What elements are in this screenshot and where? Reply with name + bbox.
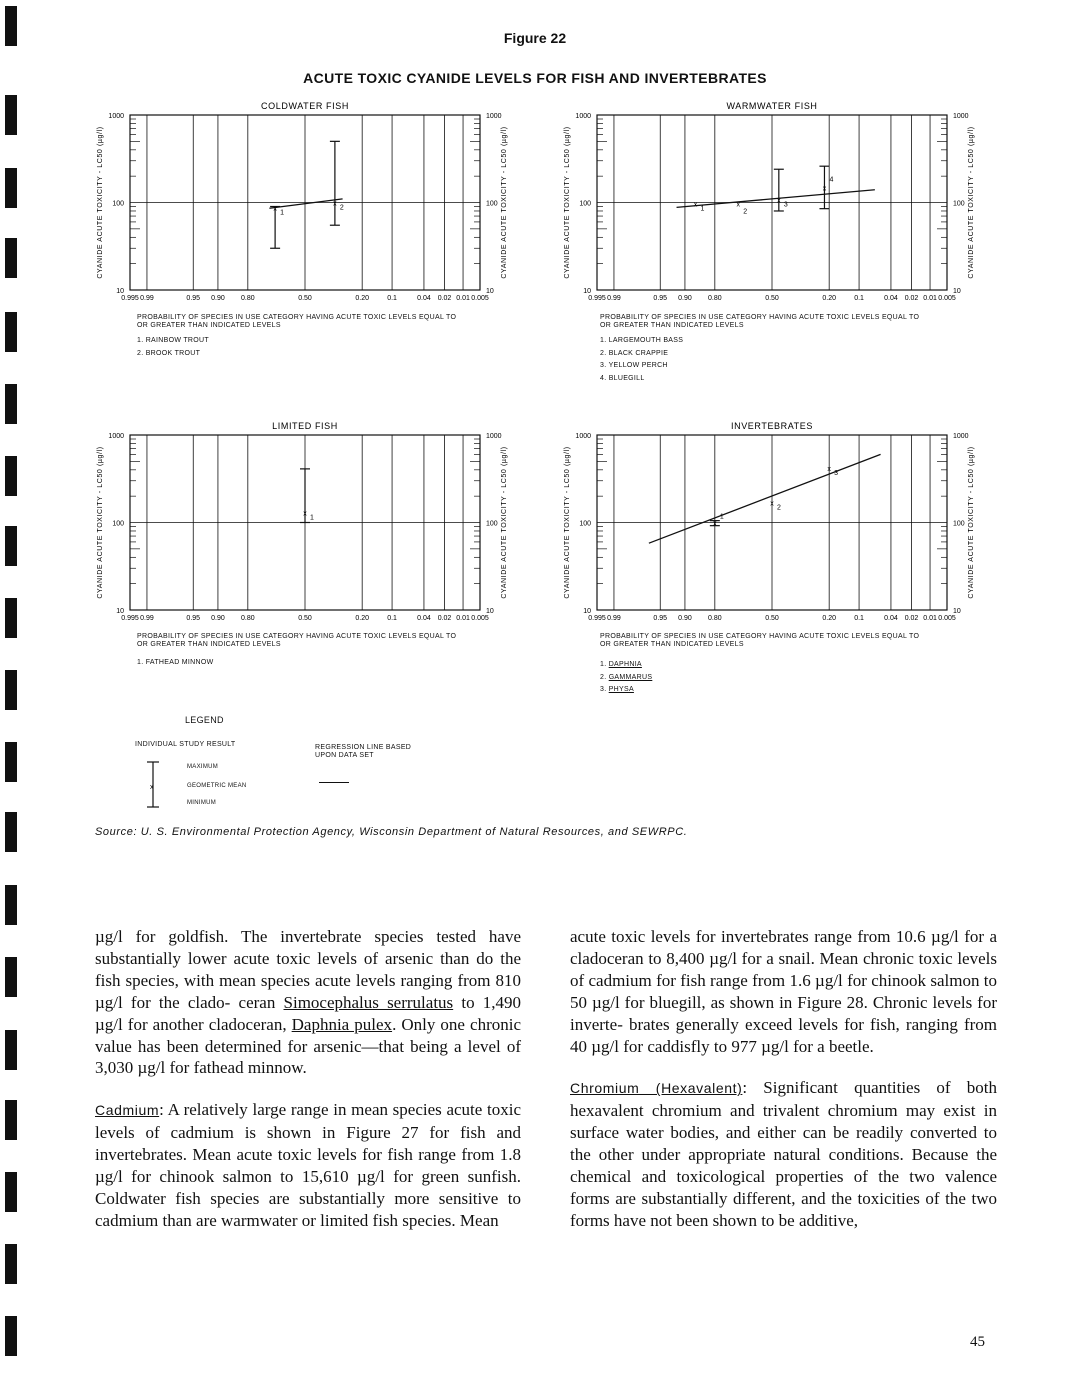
- page-number: 45: [970, 1334, 985, 1350]
- x-caption-limited: PROBABILITY OF SPECIES IN USE CATEGORY HAVING ACUTE TOXIC LEVELS EQUAL TO OR GREATER THAN INDICATED LEVELS: [137, 633, 457, 648]
- x-tick-label: 0.20: [355, 295, 369, 302]
- x-tick-label: 0.99: [607, 295, 621, 302]
- y-axis-label-right: CYANIDE ACUTE TOXICITY - LC50 (µg/l): [968, 126, 975, 279]
- x-tick-label: 0.95: [653, 295, 668, 302]
- y-tick-label-right: 10: [486, 288, 494, 295]
- point-label: 1: [280, 209, 285, 217]
- heading-cadmium: Cadmium: [95, 1102, 160, 1119]
- x-tick-label: 0.01: [456, 615, 470, 622]
- x-tick-label: 0.995: [121, 615, 139, 622]
- mean-marker: x: [827, 465, 831, 473]
- y-tick-label-right: 100: [486, 520, 498, 528]
- x-tick-label: 0.50: [298, 615, 312, 622]
- y-tick-label: 100: [112, 200, 124, 208]
- x-tick-label: 0.995: [121, 295, 139, 302]
- x-tick-label: 0.50: [765, 615, 779, 622]
- x-caption-invertebrates: PROBABILITY OF SPECIES IN USE CATEGORY HAVING ACUTE TOXIC LEVELS EQUAL TO OR GREATER THAN INDICATED LEVELS: [600, 633, 920, 648]
- y-tick-label-right: 10: [953, 288, 961, 295]
- chart-svg: [90, 95, 510, 310]
- x-tick-label: 0.04: [884, 615, 898, 622]
- chart-title: COLDWATER FISH: [261, 101, 349, 111]
- species-list-coldwater: 1. RAINBOW TROUT 2. BROOK TROUT: [137, 337, 209, 357]
- text-column-right: acute toxic levels for invertebrates range from 10.6 µg/l for a cladoceran to 8,400 µg/l for a snail. Mean chronic toxic levels of cadmium for fish range from 1.6 µg/l for chinook salmon to 50 µg/l for bluegill, as shown in Figure 28. Chronic levels for inverte- brates generally exceed levels for fish, ranging from 40 µg/l for caddisfly to 977 µg/l for a beetle. Chromium (Hexavalent): Significant quantities of both hexavalent chromium and trivalent chromium may exist in surface water bodies, and either can be readily converted to the other under appropriate natural conditions. Because the chemical and toxicological properties of the two valence forms are substantially different, and the toxicities of the two forms have not been shown to be additive,: [570, 927, 997, 1230]
- x-tick-label: 0.80: [241, 615, 255, 622]
- text-column-left: µg/l for goldfish. The invertebrate species tested have substantially lower acute toxic levels of arsenic than do the fish species, with mean species acute levels ranging from 810 µg/l for the clado- ceran Simocephalus serrulatus to 1,490 µg/l for another cladoceran, Daphnia pulex. Only one chronic value has been determined for arsenic—that being a level of 3,030 µg/l for fathead minnow. Cadmium: A relatively large range in mean species acute toxic levels of cadmium is shown in Figure 27 for fish and invertebrates. Mean acute toxic levels for fish range from 1.8 µg/l for chinook salmon to 15,610 µg/l for green sunfish. Coldwater fish species are substantially more sensitive to cadmium than are warmwater or limited fish species. Mean: [95, 927, 522, 1230]
- x-tick-label: 0.95: [186, 615, 201, 622]
- data-point: [774, 169, 788, 211]
- x-tick-label: 0.04: [417, 295, 431, 302]
- x-tick-label: 0.50: [298, 295, 312, 302]
- x-tick-label: 0.1: [387, 295, 397, 302]
- y-tick-label: 10: [583, 608, 591, 615]
- x-tick-label: 0.80: [241, 295, 255, 302]
- point-label: 1: [719, 513, 724, 521]
- point-label: 2: [743, 208, 748, 216]
- x-tick-label: 0.01: [456, 295, 470, 302]
- point-label: 1: [310, 514, 314, 522]
- x-tick-label: 0.80: [708, 295, 722, 302]
- x-tick-label: 0.20: [822, 295, 836, 302]
- data-point: [330, 141, 344, 225]
- x-tick-label: 0.005: [471, 615, 489, 622]
- x-tick-label: 0.80: [708, 615, 722, 622]
- binding-marks: [0, 0, 40, 1380]
- x-tick-label: 0.995: [588, 295, 606, 302]
- y-axis-label: CYANIDE ACUTE TOXICITY - LC50 (µg/l): [97, 126, 104, 279]
- y-tick-label: 1000: [108, 113, 124, 120]
- data-point: [710, 514, 724, 528]
- chart-svg: [90, 415, 510, 630]
- x-tick-label: 0.99: [140, 615, 154, 622]
- chart-limited-fish: [90, 415, 510, 630]
- x-tick-label: 0.005: [471, 295, 489, 302]
- x-tick-label: 0.1: [854, 295, 864, 302]
- x-tick-label: 0.90: [678, 615, 692, 622]
- y-axis-label-right: CYANIDE ACUTE TOXICITY - LC50 (µg/l): [968, 446, 975, 599]
- x-tick-label: 0.20: [822, 615, 836, 622]
- y-tick-label-right: 100: [486, 200, 498, 208]
- y-tick-label-right: 1000: [953, 433, 969, 440]
- data-point: [270, 205, 284, 248]
- x-tick-label: 0.20: [355, 615, 369, 622]
- species-list-warmwater: 1. LARGEMOUTH BASS 2. BLACK CRAPPIE 3. YELLOW PERCH 4. BLUEGILL: [600, 337, 684, 382]
- x-tick-label: 0.005: [938, 295, 956, 302]
- x-tick-label: 0.99: [140, 295, 154, 302]
- mean-marker: x: [693, 201, 698, 209]
- x-tick-label: 0.95: [186, 295, 201, 302]
- x-tick-label: 0.1: [387, 615, 397, 622]
- chart-invertebrates: [557, 415, 977, 630]
- x-tick-label: 0.90: [211, 295, 225, 302]
- y-tick-label-right: 10: [953, 608, 961, 615]
- y-tick-label: 10: [116, 608, 124, 615]
- mean-marker: x: [822, 185, 827, 193]
- x-tick-label: 0.50: [765, 295, 779, 302]
- y-axis-label-right: CYANIDE ACUTE TOXICITY - LC50 (µg/l): [501, 126, 508, 279]
- mean-marker: x: [333, 200, 337, 208]
- y-tick-label-right: 1000: [486, 113, 502, 120]
- figure-title: ACUTE TOXIC CYANIDE LEVELS FOR FISH AND INVERTEBRATES: [303, 70, 767, 86]
- mean-marker: x: [273, 205, 277, 213]
- x-tick-label: 0.1: [854, 615, 864, 622]
- y-tick-label-right: 1000: [953, 113, 969, 120]
- mean-marker: x: [736, 201, 741, 209]
- chart-title: INVERTEBRATES: [731, 421, 813, 431]
- svg-text:x: x: [150, 784, 154, 791]
- data-point: [300, 469, 314, 523]
- mean-marker: x: [770, 500, 774, 508]
- y-tick-label: 1000: [575, 113, 591, 120]
- point-label: 4: [829, 176, 834, 184]
- y-tick-label-right: 100: [953, 200, 965, 208]
- x-tick-label: 0.99: [607, 615, 621, 622]
- mean-marker: x: [713, 520, 717, 528]
- y-tick-label: 100: [112, 520, 124, 528]
- y-axis-label: CYANIDE ACUTE TOXICITY - LC50 (µg/l): [97, 446, 104, 599]
- y-tick-label: 10: [116, 288, 124, 295]
- x-tick-label: 0.04: [884, 295, 898, 302]
- y-tick-label: 1000: [108, 433, 124, 440]
- chart-title: LIMITED FISH: [272, 421, 338, 431]
- y-tick-label-right: 1000: [486, 433, 502, 440]
- point-label: 3: [834, 469, 839, 477]
- x-tick-label: 0.005: [938, 615, 956, 622]
- heading-chromium: Chromium (Hexavalent): [570, 1080, 743, 1097]
- data-point: [737, 202, 748, 216]
- chart-title: WARMWATER FISH: [726, 101, 818, 111]
- y-tick-label: 1000: [575, 433, 591, 440]
- y-axis-label: CYANIDE ACUTE TOXICITY - LC50 (µg/l): [564, 446, 571, 599]
- y-tick-label: 10: [583, 288, 591, 295]
- x-tick-label: 0.01: [923, 615, 937, 622]
- legend-regression-line: [319, 782, 349, 783]
- mean-marker: x: [303, 510, 307, 518]
- chart-coldwater-fish: [90, 95, 510, 310]
- x-tick-label: 0.02: [904, 615, 919, 622]
- x-tick-label: 0.02: [904, 295, 919, 302]
- regression-line: [677, 190, 875, 208]
- x-tick-label: 0.04: [417, 615, 431, 622]
- y-tick-label-right: 100: [953, 520, 965, 528]
- data-point: [694, 201, 705, 212]
- point-label: 3: [783, 201, 788, 209]
- chart-svg: [557, 95, 977, 310]
- legend: LEGEND INDIVIDUAL STUDY RESULT x MAXIMUM GEOMETRIC MEAN MINIMUM REGRESSION LINE BASED UPON DATA SET: [135, 715, 455, 815]
- chart-warmwater-fish: [557, 95, 977, 310]
- legend-error-bar-icon: [141, 757, 171, 817]
- y-tick-label-right: 10: [486, 608, 494, 615]
- x-tick-label: 0.01: [923, 295, 937, 302]
- y-tick-label: 100: [579, 200, 591, 208]
- x-tick-label: 0.90: [211, 615, 225, 622]
- species-list-limited: 1. FATHEAD MINNOW: [137, 659, 214, 666]
- point-label: 2: [339, 204, 344, 212]
- x-tick-label: 0.90: [678, 295, 692, 302]
- y-tick-label: 100: [579, 520, 591, 528]
- species-list-invertebrates: 1. DAPHNIA 2. GAMMARUS 3. PHYSA: [600, 661, 653, 693]
- y-axis-label: CYANIDE ACUTE TOXICITY - LC50 (µg/l): [564, 126, 571, 279]
- regression-line: [649, 454, 881, 543]
- mean-marker: x: [777, 197, 781, 205]
- legend-title: LEGEND: [185, 715, 224, 725]
- x-tick-label: 0.02: [437, 295, 452, 302]
- chart-svg: [557, 415, 977, 630]
- point-label: 2: [777, 504, 781, 512]
- regression-line: [269, 199, 342, 208]
- point-label: 1: [700, 205, 705, 213]
- x-caption-warmwater: PROBABILITY OF SPECIES IN USE CATEGORY HAVING ACUTE TOXIC LEVELS EQUAL TO OR GREATER THAN INDICATED LEVELS: [600, 314, 920, 329]
- x-tick-label: 0.995: [588, 615, 606, 622]
- figure-number: Figure 22: [503, 30, 567, 46]
- x-caption-coldwater: PROBABILITY OF SPECIES IN USE CATEGORY HAVING ACUTE TOXIC LEVELS EQUAL TO OR GREATER THAN INDICATED LEVELS: [137, 314, 457, 329]
- source-note: Source: U. S. Environmental Protection Agency, Wisconsin Department of Natural Resources, and SEWRPC.: [95, 826, 688, 838]
- x-tick-label: 0.95: [653, 615, 668, 622]
- y-axis-label-right: CYANIDE ACUTE TOXICITY - LC50 (µg/l): [501, 446, 508, 599]
- x-tick-label: 0.02: [437, 615, 452, 622]
